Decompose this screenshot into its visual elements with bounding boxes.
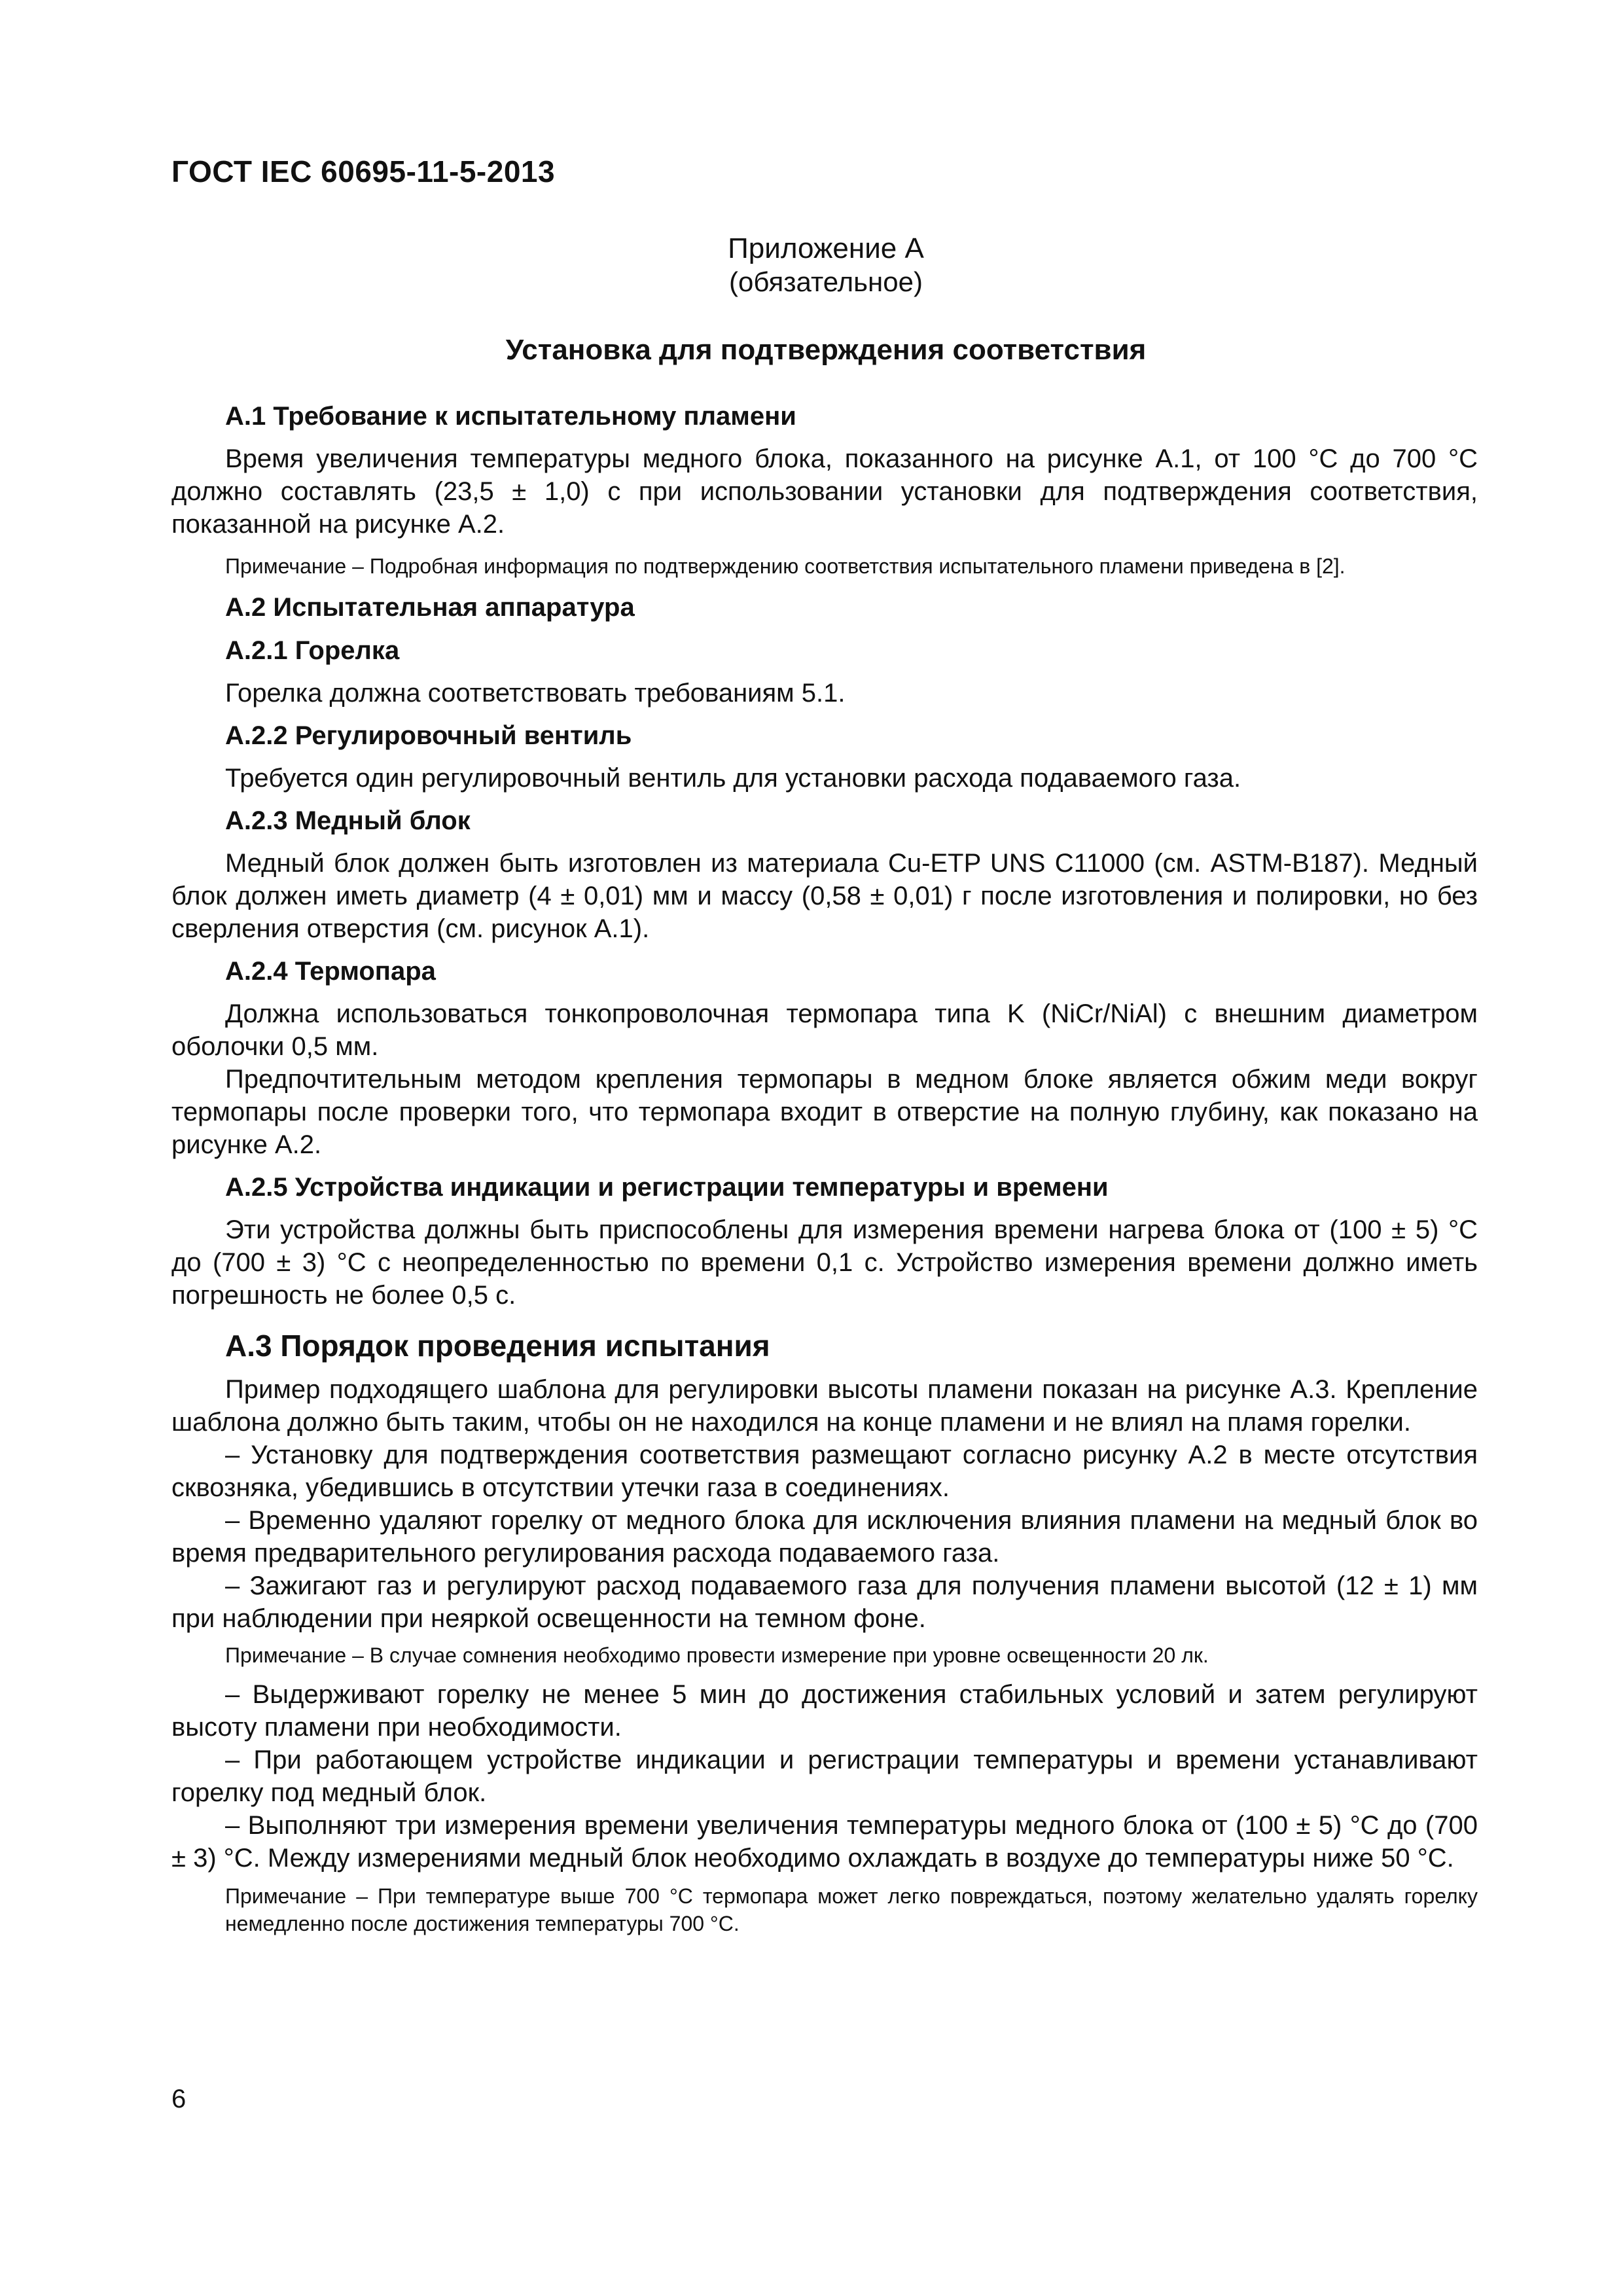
section-a21-heading: А.2.1 Горелка (225, 636, 400, 665)
section-a21-text: Горелка должна соответствовать требованиям 5.1. (225, 679, 846, 708)
section-a1-heading: А.1 Требование к испытательному пламени (225, 402, 796, 431)
document-body (171, 399, 1478, 1937)
section-a3-note-2: Примечание – При температуре выше 700 °С термопара может легко повреждаться, поэтому желательно удалять горелку немедленно после достижения температуры 700 °С. (225, 1884, 1478, 1935)
section-a24-heading: А.2.4 Термопара (225, 957, 436, 986)
standard-code: ГОСТ IEC 60695-11-5-2013 (171, 154, 556, 188)
section-a3-note-1: Примечание – В случае сомнения необходимо провести измерение при уровне освещенности 20 лк. (225, 1643, 1209, 1667)
section-a3-step-4: – Выдерживают горелку не менее 5 мин до достижения стабильных условий и затем регулируют высоту пламени при необходимости. (171, 1680, 1478, 1742)
section-a24-text-1: Должна использоваться тонкопроволочная термопара типа K (NiCr/NiAl) с внешним диаметром оболочки 0,5 мм. (171, 999, 1478, 1061)
section-a1-note: Примечание – Подробная информация по подтверждению соответствия испытательного пламени приведена в [2]. (225, 554, 1346, 578)
section-a3-heading: А.3 Порядок проведения испытания (225, 1329, 770, 1363)
section-a3-step-1: – Установку для подтверждения соответствия размещают согласно рисунку А.2 в месте отсутствия сквозняка, убедившись в отсутствии утечки газа в соединениях. (171, 1441, 1478, 1502)
annex-status: (обязательное) (729, 266, 923, 297)
section-a3-step-6: – Выполняют три измерения времени увеличения температуры медного блока от (100 ± 5) °С до (700 ± 3) °С. Между измерениями медный блок необходимо охлаждать в воздухе до температуры ниже 50 °С. (171, 1811, 1478, 1873)
page-number: 6 (171, 2085, 187, 2113)
annex-main-title: Установка для подтверждения соответствия (505, 334, 1147, 366)
annex-title: Приложение А (728, 232, 924, 264)
section-a1-text: Время увеличения температуры медного блока, показанного на рисунке А.1, от 100 °С до 700 °С должно составлять (23,5 ± 1,0) с при использовании установки для подтверждения соответствия, показанной на рисунке А.2. (171, 444, 1478, 539)
section-a25-text: Эти устройства должны быть приспособлены для измерения времени нагрева блока от (100 ± 5) °С до (700 ± 3) °С с неопределенностью по времени 0,1 с. Устройство измерения времени должно иметь погрешность не более 0,5 с. (171, 1215, 1478, 1310)
section-a3-step-3: – Зажигают газ и регулируют расход подаваемого газа для получения пламени высотой (12 ± 1) мм при наблюдении при неяркой освещенности на темном фоне. (171, 1571, 1478, 1633)
section-a2-heading: А.2 Испытательная аппаратура (225, 593, 635, 622)
section-a24-text-2: Предпочтительным методом крепления термопары в медном блоке является обжим меди вокруг термопары после проверки того, что термопара входит в отверстие на полную глубину, как показано на рисунке А.2. (171, 1065, 1478, 1159)
section-a3-step-2: – Временно удаляют горелку от медного блока для исключения влияния пламени на медный блок во время предварительного регулирования расхода подаваемого газа. (171, 1506, 1478, 1568)
section-a3-text: Пример подходящего шаблона для регулировки высоты пламени показан на рисунке А.3. Крепление шаблона должно быть таким, чтобы он не находился на конце пламени и не влиял на пламя горелки. (171, 1375, 1478, 1437)
section-a25-heading: А.2.5 Устройства индикации и регистрации температуры и времени (225, 1173, 1109, 1202)
section-a23-text: Медный блок должен быть изготовлен из материала Cu-ETP UNS C11000 (см. ASTM-B187). Медный блок должен иметь диаметр (4 ± 0,01) мм и массу (0,58 ± 0,01) г после изготовления и полировки, но без сверления отверстия (см. рисунок А.1). (171, 849, 1478, 943)
section-a22-text: Требуется один регулировочный вентиль для установки расхода подаваемого газа. (225, 764, 1241, 793)
section-a23-heading: А.2.3 Медный блок (225, 806, 471, 835)
section-a3-step-5: – При работающем устройстве индикации и регистрации температуры и времени устанавливают горелку под медный блок. (171, 1746, 1478, 1807)
section-a22-heading: А.2.2 Регулировочный вентиль (225, 721, 632, 750)
